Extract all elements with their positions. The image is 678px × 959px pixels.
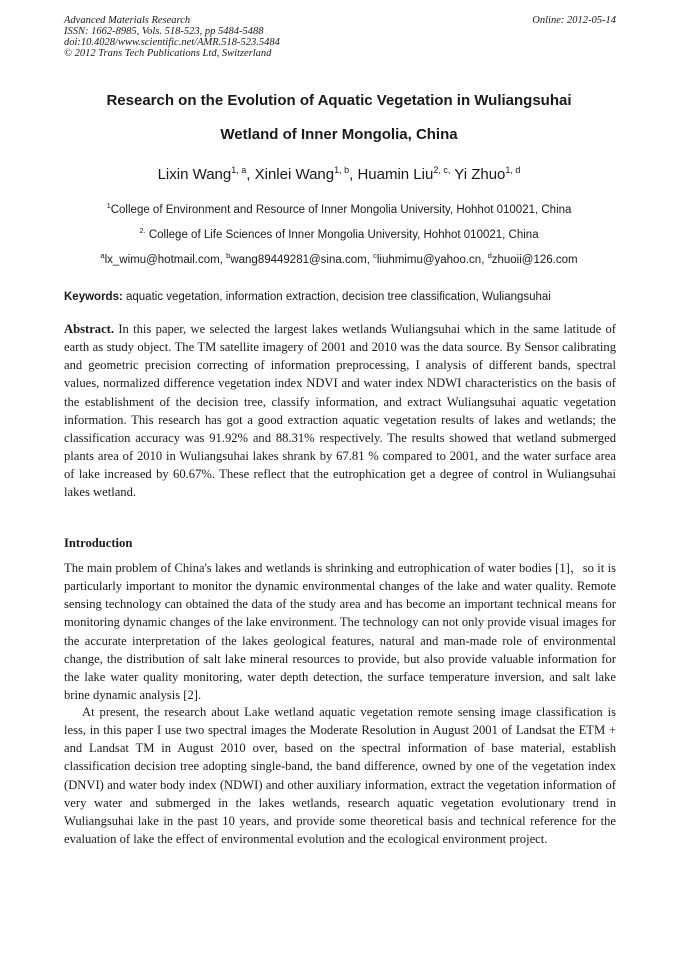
- affiliation-mark: 1: [106, 201, 111, 210]
- issn-line: ISSN: 1662-8985, Vols. 518-523, pp 5484-5488: [64, 26, 264, 37]
- author-name: Huamin Liu: [357, 166, 434, 183]
- author-affiliation-mark: 1, a: [231, 165, 247, 175]
- email-mark: a: [100, 251, 105, 260]
- introduction-paragraph-2: At present, the research about Lake wetland aquatic vegetation remote sensing image classification is less, in this paper I use two spectral images the Moderate Resolution in August 2001 of Landsat the ETM + and Landsat TM in August 2010 over, based on the spectral information of base material, establish classification decision tree adopting single-band, the band difference, owned by one of the vegetation index (DNVI) and water body index (NDWI) and other auxiliary information, extract the vegetation information of very water and submerged in the lakes wetlands, research aquatic vegetation evolutionary trend in Wuliangsuhai lake in the past 10 years, and provide some theoretical basis and technical reference for the evaluation of lake the effect of environmental evolution and the ecological environment project.: [64, 705, 616, 847]
- keywords: [64, 290, 616, 304]
- affiliation-text: College of Environment and Resource of Inner Mongolia University, Hohhot 010021, China: [110, 204, 572, 216]
- email-mark: d: [487, 251, 492, 260]
- doi-line: doi:10.4028/www.scientific.net/AMR.518-523.5484: [64, 37, 280, 48]
- journal-header: [64, 15, 616, 59]
- affiliation-text: College of Life Sciences of Inner Mongolia University, Hohhot 010021, China: [145, 229, 539, 241]
- email-separator: ,: [366, 254, 374, 266]
- keywords-text: aquatic vegetation, information extraction, decision tree classification, Wuliangsuhai: [122, 291, 551, 303]
- keywords-label: Keywords:: [64, 291, 123, 303]
- email-list: [40, 253, 638, 267]
- email-mark: b: [226, 251, 231, 260]
- paper-title-line-1: Research on the Evolution of Aquatic Vegetation in Wuliangsuhai: [106, 92, 572, 109]
- author-separator: ,: [246, 166, 255, 183]
- email-separator: ,: [219, 254, 227, 266]
- section-heading-introduction: Introduction: [64, 536, 133, 550]
- author-name: Yi Zhuo: [454, 166, 506, 183]
- email-separator: ,: [481, 254, 488, 266]
- abstract: [64, 320, 616, 502]
- abstract-text: In this paper, we selected the largest lakes wetlands Wuliangsuhai which in the same latitude of earth as study object. The TM satellite imagery of 2001 and 2010 was the data source. By Sensor calibrating and geometric precision correcting of information preprocessing, I analysis of different bands, spectral values, normalized difference vegetation index NDVI and water index NDWI characteristics on the basis of the establishment of the decision tree, classify information, and extract Wuliangsuhai aquatic vegetation information. This research has got a good extraction aquatic vegetation results of lakes and wetlands; the classification accuracy was 91.92% and 88.31% respectively. The results showed that wetland submerged plants area of 2010 in Wuliangsuhai lakes shrank by 67.81 % compared to 2001, and the water surface area of lake increased by 60.67%. These reflect that the eutrophication get a degree of control in Wuliangsuhai lakes wetland.: [64, 322, 616, 500]
- paper-title-line-2: Wetland of Inner Mongolia, China: [220, 126, 458, 143]
- author-affiliation-mark: 1, d: [505, 165, 521, 175]
- email-mark: c: [373, 251, 377, 260]
- email-address[interactable]: lx_wimu@hotmail.com: [104, 254, 220, 266]
- email-address[interactable]: wang89449281@sina.com: [230, 254, 367, 266]
- email-address[interactable]: zhuoii@126.com: [491, 254, 578, 266]
- author-affiliation-mark: 2, c,: [433, 165, 451, 175]
- online-date: Online: 2012-05-14: [532, 15, 616, 26]
- author-name: Lixin Wang: [157, 166, 232, 183]
- author-list: [40, 166, 638, 184]
- email-address[interactable]: liuhmimu@yahoo.cn: [376, 254, 482, 266]
- abstract-label: Abstract.: [64, 322, 115, 336]
- author-separator: ,: [349, 166, 358, 183]
- introduction-paragraph-1: The main problem of China's lakes and wetlands is shrinking and eutrophication of water bodies [1]，so it is particularly important to monitor the dynamic environmental changes of the lake and water quality. Remote sensing technology can obtained the data of the study area and has become an important technical means for monitoring dynamic changes of the lake environment. The technology can not only provide visual images for the accurate interpretation of the lakes geological features, natural and man-made role of environmental change, the distribution of salt lake mineral resources to provide, but also provide valuable information for the lake water quality monitoring, water depth detection, the surface temperature inversion, and salt lake brine dynamic analysis [2].: [64, 561, 616, 703]
- copyright-line: © 2012 Trans Tech Publications Ltd, Switzerland: [64, 48, 272, 59]
- journal-name: Advanced Materials Research: [64, 15, 191, 26]
- author-name: Xinlei Wang: [254, 166, 335, 183]
- author-affiliation-mark: 1, b: [334, 165, 350, 175]
- affiliation-2: [40, 228, 638, 242]
- affiliation-1: [40, 203, 638, 217]
- affiliation-mark: 2.: [139, 226, 146, 235]
